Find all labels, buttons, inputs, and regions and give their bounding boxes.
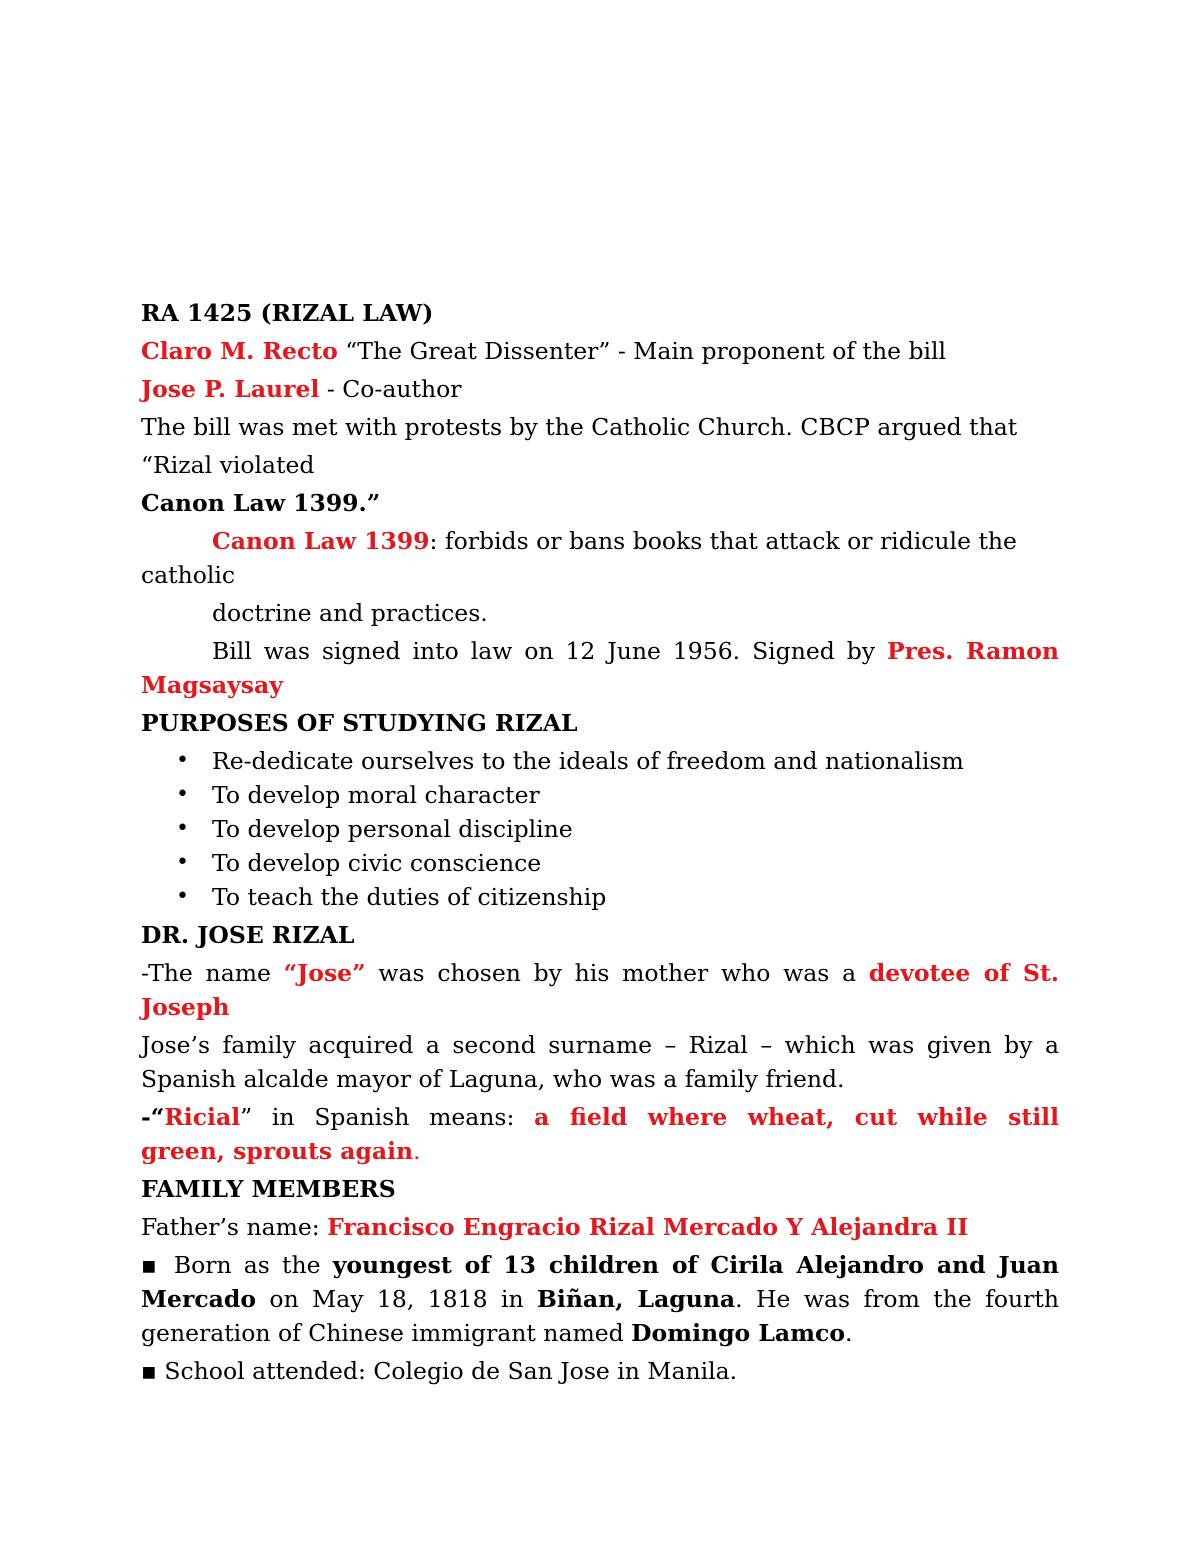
father-name: Francisco Engracio Rizal Mercado Y Alejandra II [327, 1213, 969, 1241]
laurel-name: Jose P. Laurel [141, 375, 320, 403]
recto-name: Claro M. Recto [141, 337, 338, 365]
born-line-2: Mercado on May 18, 1818 in Biñan, Laguna. He was from the fourth [141, 1285, 1059, 1313]
ricial-meaning-1: a field where wheat, cut while still [534, 1103, 1059, 1131]
protest-line-1: The bill was met with protests by the Catholic Church. CBCP argued that [141, 413, 1018, 441]
ricial-line-1: -“Ricial” in Spanish means: a field where wheat, cut while still [141, 1103, 1059, 1131]
bullet-icon: • [176, 782, 189, 807]
recto-line [141, 335, 1059, 373]
rizal-heading: DR. JOSE RIZAL [141, 921, 355, 949]
school-line: ▪ School attended: Colegio de San Jose in Manila. [141, 1357, 738, 1385]
signed-line [141, 635, 1059, 669]
document-page [141, 297, 1059, 1393]
list-item: • To develop civic conscience [176, 849, 542, 877]
jose-name: “Jose” [283, 959, 366, 987]
father-label: Father’s name: [141, 1213, 328, 1241]
list-item: • To develop personal discipline [176, 815, 573, 843]
purposes-list [141, 745, 1059, 919]
bullet-icon: • [176, 748, 189, 773]
laurel-description: - Co-author [319, 375, 462, 403]
surname-line-1: Jose’s family acquired a second surname – Rizal – which was given by a [141, 1031, 1059, 1059]
bullet-icon: • [176, 816, 189, 841]
domingo-lamco: Domingo Lamco [631, 1319, 845, 1347]
family-heading: FAMILY MEMBERS [141, 1175, 396, 1203]
purposes-heading: PURPOSES OF STUDYING RIZAL [141, 709, 578, 737]
laurel-line [141, 373, 1059, 411]
canon-law-def-3: doctrine and practices. [212, 599, 488, 627]
birthplace: Biñan, Laguna [537, 1285, 736, 1313]
protest-line-2: “Rizal violated [141, 451, 315, 479]
bullet-icon: • [176, 884, 189, 909]
signed-text: Bill was signed into law on 12 June 1956. Signed by [212, 637, 887, 665]
born-line-3: generation of Chinese immigrant named Domingo Lamco. [141, 1319, 853, 1347]
ricial-word: Ricial [164, 1103, 241, 1131]
devotee-text-2: Joseph [141, 993, 230, 1021]
canon-law-definition [141, 525, 1059, 559]
father-line [141, 1211, 1059, 1249]
president-name-1: Pres. Ramon [887, 637, 1059, 665]
bullet-icon: • [176, 850, 189, 875]
ra-1425-heading: RA 1425 (RIZAL LAW) [141, 299, 434, 327]
ricial-meaning-2: green, sprouts again [141, 1137, 414, 1165]
canon-law-quote: Canon Law 1399.” [141, 489, 381, 517]
list-item: • Re-dedicate ourselves to the ideals of freedom and nationalism [176, 747, 964, 775]
recto-description: “The Great Dissenter” - Main proponent of the bill [337, 337, 947, 365]
canon-law-def-1: : forbids or bans books that attack or ridicule the [429, 527, 1017, 555]
president-name-2: Magsaysay [141, 671, 283, 699]
devotee-text-1: devotee of St. [868, 959, 1059, 987]
ricial-line-2: green, sprouts again. [141, 1137, 421, 1165]
surname-line-2: Spanish alcalde mayor of Laguna, who was a family friend. [141, 1065, 845, 1093]
born-line-1: ▪ Born as the youngest of 13 children of Cirila Alejandro and Juan [141, 1251, 1059, 1279]
list-item: • To develop moral character [176, 781, 540, 809]
list-item: • To teach the duties of citizenship [176, 883, 607, 911]
canon-law-name: Canon Law 1399 [212, 527, 430, 555]
canon-law-def-2: catholic [141, 561, 236, 589]
name-chosen-line-1: -The name “Jose” was chosen by his mother who was a devotee of St. [141, 959, 1059, 987]
